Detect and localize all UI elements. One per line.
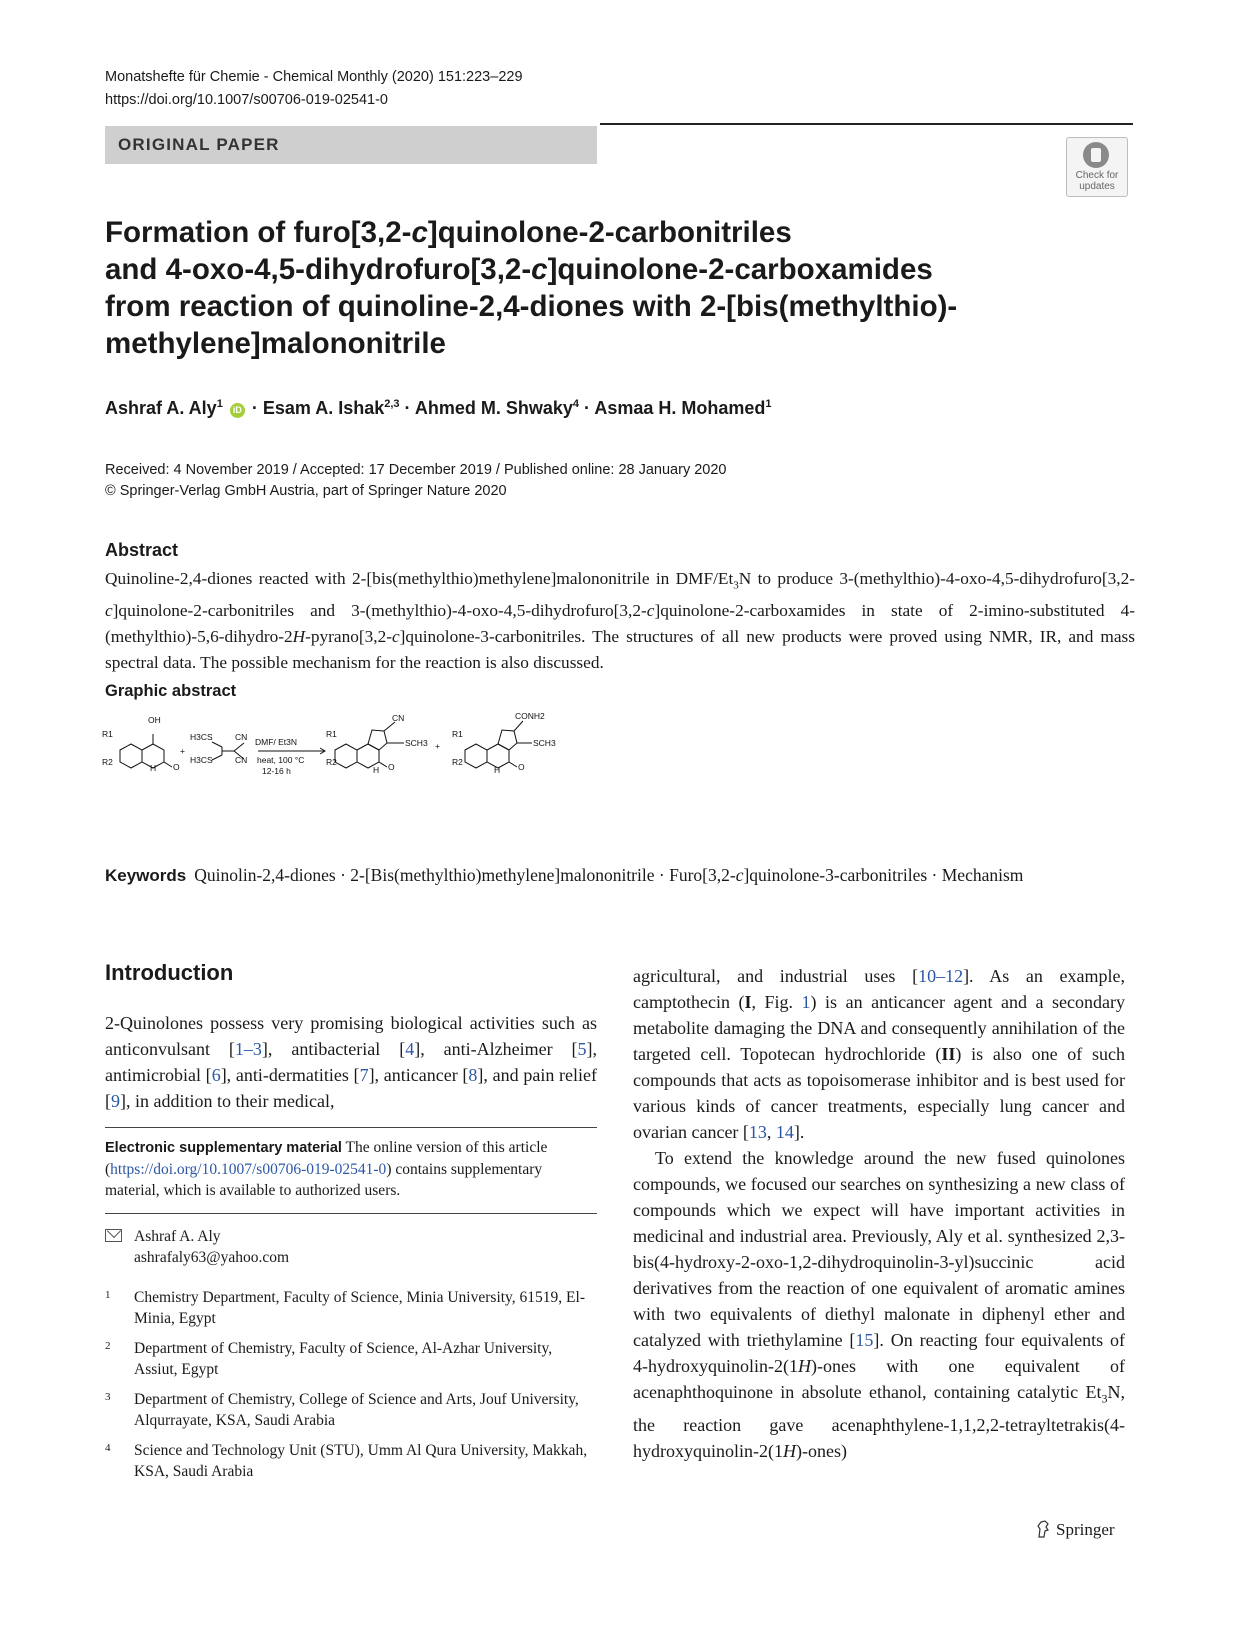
publication-dates: [105, 460, 726, 502]
affiliation: [105, 1440, 597, 1484]
keywords: [105, 862, 1135, 889]
esm-text: ) contains supplementary material, which is available to authorized users.: [105, 1161, 543, 1199]
affiliation-number: 2: [105, 1340, 111, 1352]
affiliation-number: 3: [105, 1391, 111, 1403]
affiliation: [105, 1287, 597, 1331]
author-name[interactable]: Ashraf A. Aly: [105, 398, 217, 418]
scheme-label: O: [518, 762, 525, 772]
affiliation-number: 4: [105, 1442, 111, 1454]
check-for-updates-badge[interactable]: [1066, 137, 1128, 197]
esm-heading: Electronic supplementary material: [105, 1140, 342, 1156]
scheme-label: +: [180, 746, 185, 756]
scheme-label: H: [150, 763, 157, 773]
affiliation-number: 1: [105, 1289, 111, 1301]
author-name[interactable]: Asmaa H. Mohamed: [594, 398, 766, 418]
footnote-rule: [105, 1127, 597, 1128]
scheme-label: H: [373, 765, 380, 775]
author-list: Ashraf A. Aly$^1$ iD · Esam A. Ishak$^{2,3}$ · Ahmed M. Shwaky$^4$ · Asmaa H. Mohamed$^1$: [105, 398, 772, 418]
scheme-label: CONH2: [515, 711, 545, 721]
corresponding-email[interactable]: ashrafaly63@yahoo.com: [134, 1249, 290, 1266]
article-type-bar: [105, 126, 597, 164]
keywords-text: Quinolin-2,4-diones · 2-[Bis(methylthio)methylene]malononitrile · Furo[3,2-c]quinolone-3-carbonitriles · Mechanism: [194, 865, 1024, 885]
corresponding-name: Ashraf A. Aly: [134, 1228, 221, 1245]
scheme-label: CN: [235, 755, 248, 765]
article-title: Formation of furo[3,2-c]quinolone-2-carbonitriles and 4-oxo-4,5-dihydrofuro[3,2-c]quinolone-2-carboxamides from reaction of quinoline-2,4-diones with 2-[bis(methylthio)- methylene]malononitrile: [105, 216, 958, 360]
abstract-heading: Abstract: [105, 540, 179, 560]
author-affiliation-mark: 2,3: [384, 398, 400, 410]
affiliation: [105, 1338, 597, 1382]
article-type: ORIGINAL PAPER: [118, 135, 280, 154]
esm-text: The online version of this article (: [105, 1139, 548, 1178]
journal-header: [105, 66, 523, 112]
orcid-icon[interactable]: iD: [230, 403, 245, 418]
bookmark-icon: [1083, 142, 1109, 168]
scheme-label: R2: [326, 757, 337, 767]
scheme-label: R1: [326, 729, 337, 739]
scheme-label: O: [173, 762, 180, 772]
author-affiliation-mark: 1: [216, 398, 223, 410]
scheme-label: H: [494, 765, 501, 775]
history-dates: Received: 4 November 2019 / Accepted: 17 December 2019 / Published online: 28 January 2020: [105, 462, 727, 478]
scheme-label: +: [435, 741, 440, 751]
scheme-label: R1: [102, 729, 113, 739]
header-rule: [600, 123, 1133, 125]
scheme-label: OH: [148, 715, 161, 725]
springer-horse-icon: [1036, 1520, 1050, 1538]
scheme-label: H3CS: [190, 732, 213, 742]
scheme-label: H3CS: [190, 755, 213, 765]
affiliation-text: Department of Chemistry, Faculty of Science, Al-Azhar University, Assiut, Egypt: [134, 1340, 553, 1378]
abstract-text: Quinoline-2,4-diones reacted with 2-[bis(methylthio)methylene]malononitrile in DMF/$Et_3N$ to produce 3-(methylthio)-4-oxo-4,5-dihydrofuro[3,2-c]quinolone-2-carbonitriles and 3-(methylthio)-4-oxo-4,5-dihydrofuro[3,2-c]quinolone-2-carboxamides in state of 2-imino-substituted 4-(methylthio)-5,6-dihydro-2H-pyrano[3,2-c]quinolone-3-carbonitriles. The structures of all new products were proved using NMR, IR, and mass spectral data. The possible mechanism for the reaction is also discussed.: [105, 569, 1135, 673]
copyright-line: © Springer-Verlag GmbH Austria, part of Springer Nature 2020: [105, 483, 507, 499]
author-name[interactable]: Ahmed M. Shwaky: [414, 398, 573, 418]
scheme-label: SCH3: [533, 738, 556, 748]
scheme-label: R1: [452, 729, 463, 739]
publisher-logo: [1036, 1520, 1115, 1540]
intro-paragraph-right: To extend the knowledge around the new fused quinolones compounds, we focused our searches on synthesizing a new class of compounds which we expect will have important activities in medicinal and industrial area. Previously, Aly et al. synthesized 2,3-bis(4-hydroxy-2-oxo-1,2-dihydroquinolin-3-yl)succinic acid derivatives from the reaction of one equivalent of aromatic amines with two equivalents of diethyl malonate in diphenyl ether and catalyzed with triethylamine [15]. On reacting four equivalents of 4-hydroxyquinolin-2(1H)-ones with one equivalent of acenaphthoquinone in absolute ethanol, containing catalytic $Et_3N$, the reaction gave acenaphthylene-1,1,2,2-tetrayltetrakis(4-hydroxyquinolin-2(1H)-ones): [633, 1148, 1125, 1461]
graphic-abstract-heading: Graphic abstract: [105, 682, 237, 700]
author-affiliation-mark: 4: [572, 398, 580, 410]
intro-paragraph-left: 2-Quinolones possess very promising biological activities such as anticonvulsant [1–3], antibacterial [4], anti-Alzheimer [5], antimicrobial [6], anti-dermatities [7], anticancer [8], and pain relief [9], in addition to their medical,: [105, 1013, 597, 1111]
affiliation-text: Chemistry Department, Faculty of Science, Minia University, 61519, El-Minia, Egypt: [134, 1289, 585, 1327]
affiliation-text: Science and Technology Unit (STU), Umm Al Qura University, Makkah, KSA, Saudi Arabia: [134, 1442, 588, 1480]
scheme-label: O: [388, 762, 395, 772]
affiliation-text: Department of Chemistry, College of Science and Arts, Jouf University, Alqurrayate, KSA, Saudi Arabia: [134, 1391, 579, 1429]
footnote-rule: [105, 1213, 597, 1214]
envelope-icon: [105, 1229, 122, 1242]
supplementary-note: [105, 1137, 597, 1201]
section-heading: Introduction: [105, 960, 234, 985]
scheme-condition: DMF/ Et3N: [255, 737, 298, 747]
author-name[interactable]: Esam A. Ishak: [262, 398, 385, 418]
esm-link[interactable]: https://doi.org/10.1007/s00706-019-02541-0: [110, 1161, 387, 1178]
keywords-heading: Keywords: [105, 866, 187, 885]
scheme-label: R2: [452, 757, 463, 767]
scheme-label: CN: [392, 713, 405, 723]
author-affiliation-mark: 1: [765, 398, 772, 410]
intro-paragraph-right: agricultural, and industrial uses [10–12]. As an example, camptothecin (I, Fig. 1) is an anticancer agent and a secondary metabolite damaging the DNA and consequently annihilation of the targeted cell. Topotecan hydrochloride (II) is also one of such compounds that acts as topoisomerase inhibitor and is best used for various kinds of cancer treatments, especially lung cancer and ovarian cancer [13, 14].: [633, 966, 1126, 1142]
doi-link[interactable]: https://doi.org/10.1007/s00706-019-02541-0: [105, 92, 388, 108]
scheme-label: CN: [235, 732, 248, 742]
reaction-scheme: [100, 711, 600, 825]
scheme-condition: heat, 100 °C: [257, 755, 305, 765]
check-updates-label: Check for updates: [1075, 170, 1119, 192]
corresponding-author: [105, 1226, 597, 1270]
publisher-name: Springer: [1056, 1520, 1115, 1539]
scheme-label: SCH3: [405, 738, 428, 748]
affiliation: [105, 1389, 597, 1433]
scheme-condition: 12-16 h: [262, 766, 291, 776]
journal-citation: Monatshefte für Chemie - Chemical Monthly (2020) 151:223–229: [105, 69, 523, 85]
scheme-label: R2: [102, 757, 113, 767]
